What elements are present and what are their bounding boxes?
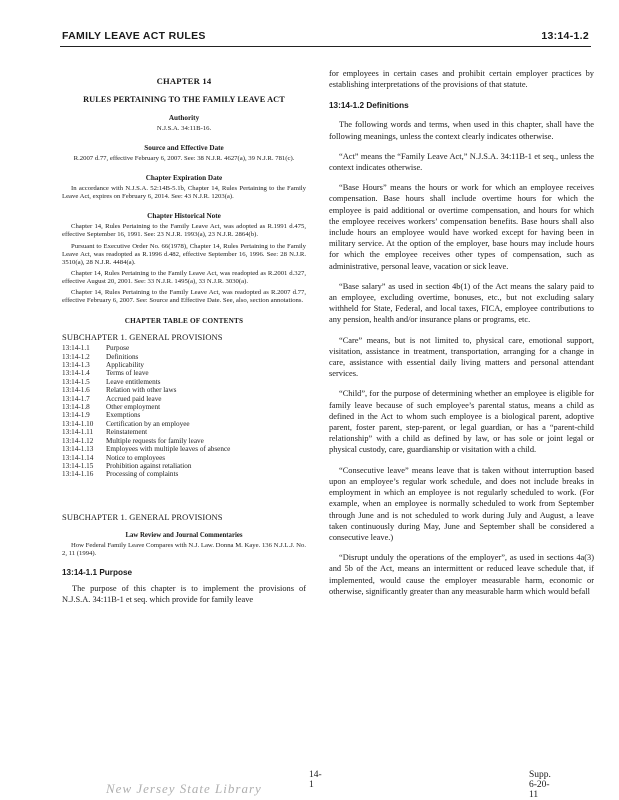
historical-note-paragraph: Chapter 14, Rules Pertaining to the Family Leave Act, was adopted as R.1991 d.475, effective September 16, 1991. See: 23 N.J.R. 1993(a), 23 N.J.R. 2864(b). (62, 223, 306, 239)
toc-section-title: Terms of leave (106, 369, 149, 378)
definition-paragraph: “Base Hours” means the hours or work for which an employee receives compensation. Base hours shall include overtime hours for which the employee is paid additional or overtime compensation, and hours for which the employee receives workers’ compensation benefits. Base hours shall also include hours an employee would have worked except for having been in military service. At the option of the employer, base hours may include hours for which the employee receives other types of compensation, such as administrative, personal leave, vacation or sick leave. (329, 183, 594, 271)
toc-section-title: Employees with multiple leaves of absence (106, 445, 231, 454)
historical-note-paragraph: Chapter 14, Rules Pertaining to the Family Leave Act, was readopted as R.2001 d.327, effective August 20, 2001. See: 33 N.J.R. 1495(a), 33 N.J.R. 3030(a). (62, 269, 306, 285)
toc-row (62, 378, 230, 386)
toc-section-title: Accrued paid leave (106, 394, 162, 403)
toc-section-number: 13:14-1.1 (62, 344, 90, 353)
toc-section-number: 13:14-1.16 (62, 470, 94, 479)
toc-section-title: Other employment (106, 403, 161, 412)
section-heading-purpose: 13:14-1.1 Purpose (62, 567, 133, 577)
toc-section-number: 13:14-1.2 (62, 352, 90, 361)
toc-section-title: Prohibition against retaliation (106, 461, 192, 470)
toc-section-title: Applicability (106, 361, 144, 370)
authority-heading: Authority (168, 114, 200, 122)
historical-note-paragraph: Pursuant to Executive Order No. 66(1978), Chapter 14, Rules Pertaining to the Family Leave Act, was readopted as R.1996 d.482, effective September 16, 1996. See: 28 N.J.R. 3510(a), 28 N.J.R. 4484(a). (62, 242, 306, 266)
toc-row (62, 462, 230, 470)
toc-row (62, 445, 230, 453)
right-column (329, 68, 594, 606)
source-text: R.2007 d.77, effective February 6, 2007. See: 38 N.J.R. 4627(a), 39 N.J.R. 781(c). (73, 155, 295, 163)
toc-row (62, 420, 230, 428)
toc-section-number: 13:14-1.8 (62, 403, 90, 412)
toc-row (62, 403, 230, 411)
toc-section-title: Multiple requests for family leave (106, 436, 204, 445)
purpose-paragraph-continued: for employees in certain cases and prohibit certain employer practices by establishing interpretations of the provisions of that statute. (329, 69, 594, 90)
header-section-number: 13:14-1.2 (541, 30, 589, 42)
toc-section-number: 13:14-1.3 (62, 361, 90, 370)
toc-section-number: 13:14-1.9 (62, 411, 90, 420)
subchapter-heading: SUBCHAPTER 1. GENERAL PROVISIONS (62, 511, 223, 522)
toc-section-title: Processing of complaints (106, 470, 179, 479)
toc-section-title: Purpose (106, 344, 130, 353)
definition-paragraph: “Base salary” as used in section 4b(1) of the Act means the salary paid to an employee, excluding overtime, bonuses, etc., but not excluding salary withheld for State, Federal, and local taxes, FICA, employee contributions to any pension, health and/or insurance plans or programs, etc. (329, 281, 594, 325)
toc-section-title: Relation with other laws (106, 386, 177, 395)
toc-section-number: 13:14-1.11 (62, 428, 94, 437)
toc-section-number: 13:14-1.4 (62, 369, 90, 378)
definition-paragraph: “Child”, for the purpose of determining whether an employee is eligible for family leave because of such employee’s parental status, means a child as defined in the Act to whom such employee is a biological parent, adoptive parent, foster parent, step-parent, or legal guardian, or has a “parent-child relationship” with a child as defined by law, or has sole or joint legal or physical custody, care, guardianship or visitation with a child. (329, 389, 594, 455)
toc-section-number: 13:14-1.6 (62, 386, 90, 395)
toc-section-title: Definitions (106, 352, 139, 361)
left-column (62, 68, 306, 605)
toc-row (62, 454, 230, 462)
authority-text: N.J.S.A. 34:11B-16. (156, 125, 212, 132)
toc-row (62, 369, 230, 377)
toc-section-number: 13:14-1.5 (62, 377, 90, 386)
toc-section-title: Certification by an employee (106, 419, 190, 428)
definition-paragraph: “Act” means the “Family Leave Act,” N.J.S.A. 34:11B-1 et seq., unless the context indicates otherwise. (329, 151, 594, 173)
toc-section-number: 13:14-1.7 (62, 394, 90, 403)
library-watermark: New Jersey State Library (106, 781, 262, 796)
toc-row (62, 395, 230, 403)
page-number: 14-1 (309, 770, 322, 790)
definition-paragraph: The following words and terms, when used in this chapter, shall have the following meanings, unless the context clearly indicates otherwise. (329, 120, 594, 141)
table-of-contents (62, 344, 230, 479)
toc-section-title: Reinstatement (106, 428, 148, 437)
toc-section-number: 13:14-1.10 (62, 419, 94, 428)
toc-row (62, 437, 230, 445)
historical-note-paragraph: Chapter 14, Rules Pertaining to the Family Leave Act, was readopted as R.2007 d.77, effective February 6, 2007. See: Source and Effective Date. See, also, section annotations. (62, 289, 306, 305)
law-review-heading: Law Review and Journal Commentaries (125, 531, 243, 539)
source-heading: Source and Effective Date (144, 144, 224, 153)
chapter-title: RULES PERTAINING TO THE FAMILY LEAVE ACT (83, 95, 285, 104)
toc-row (62, 361, 230, 369)
toc-row (62, 411, 230, 419)
expiration-text: In accordance with N.J.S.A. 52:14B-5.1b, Chapter 14, Rules Pertaining to the Family Leave Act, expires on February 6, 2014. See: 43 N.J.R. 1203(a). (62, 185, 306, 201)
purpose-paragraph: The purpose of this chapter is to implement the provisions of N.J.S.A. 34:11B-1 et seq. which provide for family leave (62, 583, 306, 605)
toc-section-title: Leave entitlements (106, 377, 161, 386)
supplement-date: Supp. 6-20-11 (529, 770, 551, 800)
toc-section-number: 13:14-1.12 (62, 436, 94, 445)
toc-row (62, 428, 230, 436)
toc-row (62, 386, 230, 394)
expiration-heading: Chapter Expiration Date (145, 174, 223, 183)
toc-section-title: Notice to employees (106, 453, 166, 462)
historical-note-heading: Chapter Historical Note (147, 212, 221, 221)
toc-row (62, 470, 230, 478)
toc-row (62, 344, 230, 352)
definition-paragraph: “Care” means, but is not limited to, physical care, emotional support, visitation, assistance in treatment, transportation, arranging for a change in care, assistance with essential daily living matters and personal attendant services. (329, 335, 594, 379)
section-heading-definitions: 13:14-1.2 Definitions (329, 101, 409, 111)
toc-section-number: 13:14-1.14 (62, 453, 94, 462)
chapter-number: CHAPTER 14 (156, 76, 212, 86)
law-review-text: How Federal Family Leave Compares with N.J. Law. Donna M. Kaye. 136 N.J.L.J. No. 2, 11 (1994). (62, 541, 306, 557)
definition-paragraph: “Disrupt unduly the operations of the employer”, as used in sections 4a(3) and 5b of the Act, means an intermittent or reduced leave schedule that, if implemented, would cause the employer measurable harm, economic or otherwise, significantly greater than any measurable harm which would befall (329, 553, 594, 596)
definition-paragraph: “Consecutive leave” means leave that is taken without interruption based upon an employee’s regular work schedule, and does not include breaks in employment in which an employee is not regularly scheduled to work. (For example, when an employee is normally scheduled to work from September through June and is not scheduled to work during July and August, a leave taken continuously during May, June and September shall be considered a consecutive leave.) (329, 465, 594, 542)
toc-heading: CHAPTER TABLE OF CONTENTS (124, 317, 244, 326)
header-title: FAMILY LEAVE ACT RULES (62, 30, 206, 42)
toc-section-number: 13:14-1.15 (62, 461, 94, 470)
toc-subchapter-heading: SUBCHAPTER 1. GENERAL PROVISIONS (62, 332, 223, 343)
toc-section-number: 13:14-1.13 (62, 445, 94, 454)
running-header (62, 30, 589, 44)
toc-row (62, 353, 230, 361)
header-rule (60, 46, 591, 47)
toc-section-title: Exemptions (106, 411, 141, 420)
